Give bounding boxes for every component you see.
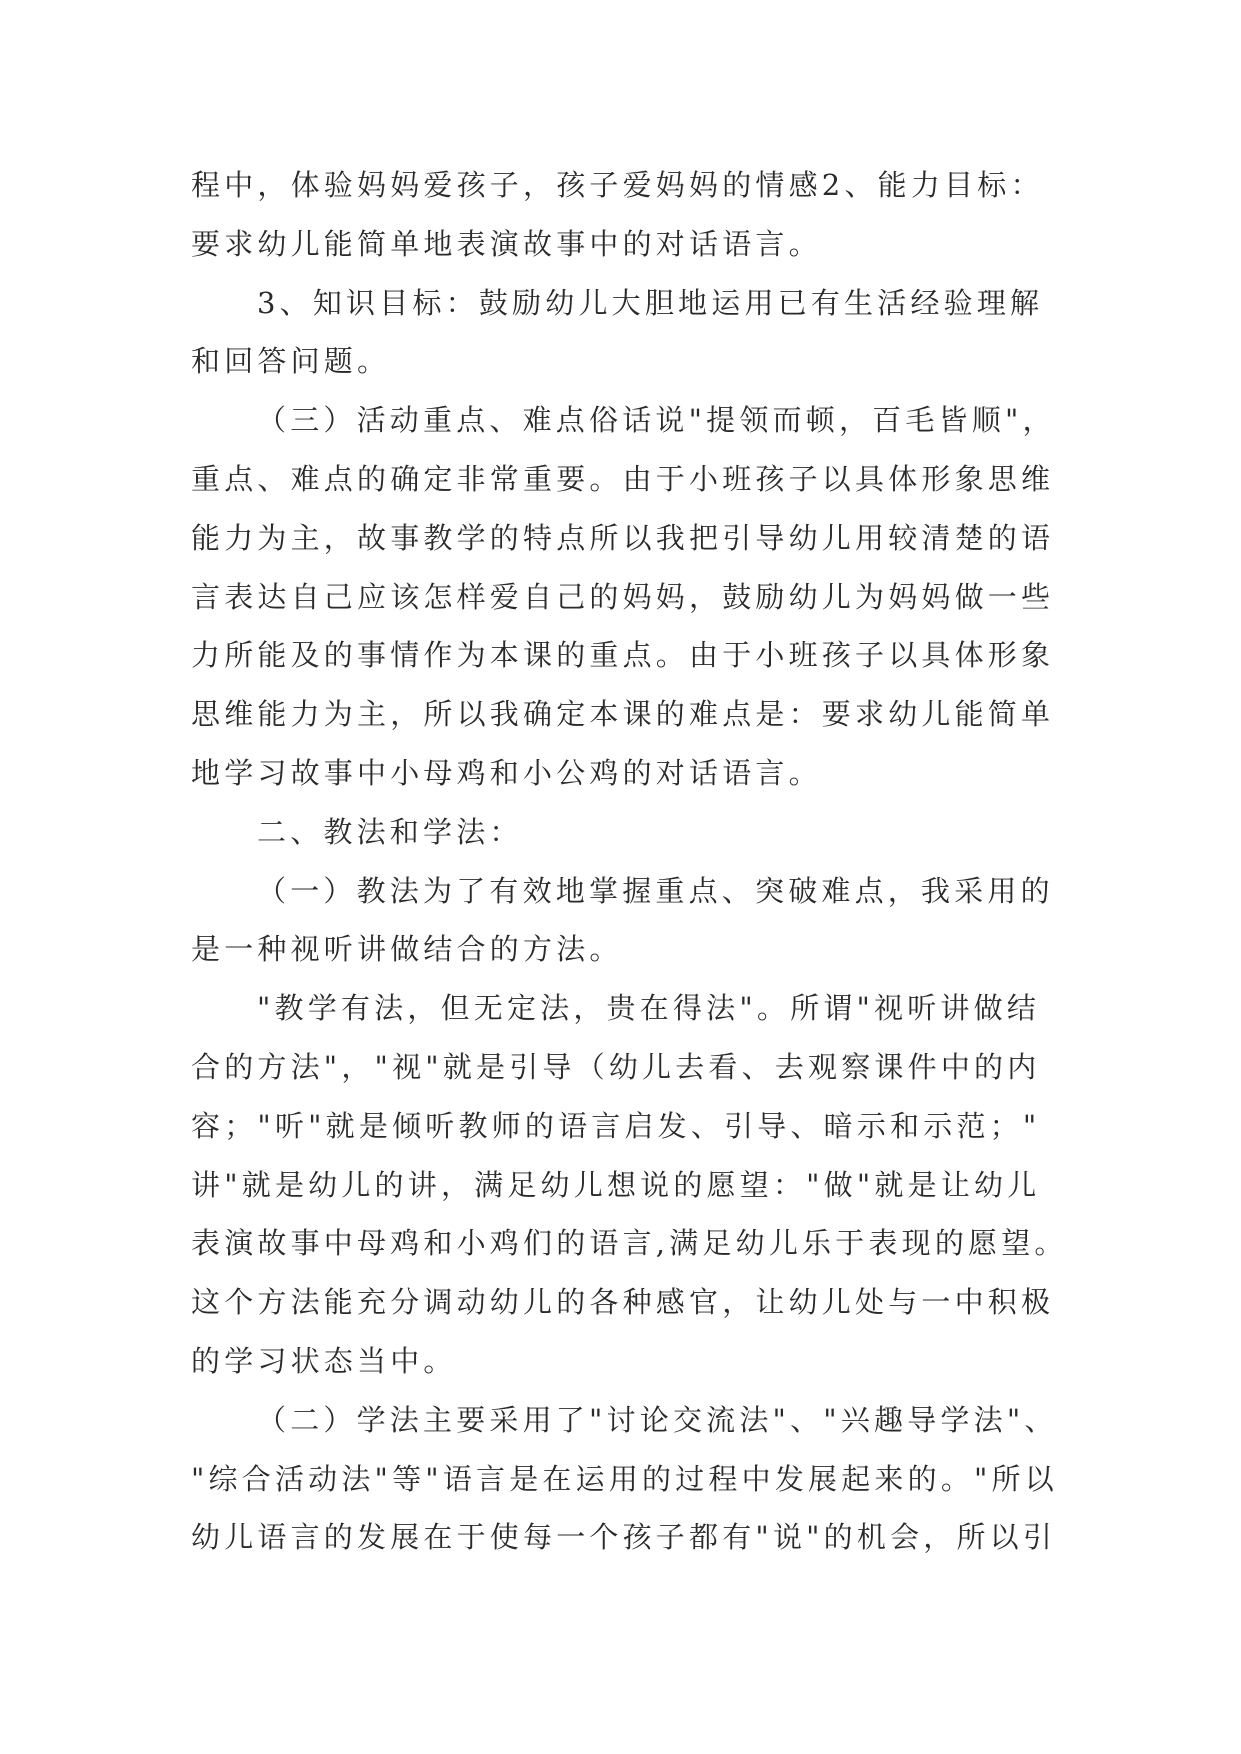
text-line: 这个方法能充分调动幼儿的各种感官，让幼儿处与一中积极: [191, 1285, 1055, 1320]
text-line: 容；"听"就是倾听教师的语言启发、引导、暗示和示范；": [191, 1108, 1041, 1143]
text-line: "综合活动法"等"语言是在运用的过程中发展起来的。"所以: [191, 1461, 1058, 1496]
text-line: 讲"就是幼儿的讲，满足幼儿想说的愿望："做"就是让幼儿: [191, 1167, 1041, 1202]
text-line: 力所能及的事情作为本课的重点。由于小班孩子以具体形象: [191, 638, 1055, 673]
text-line: 重点、难点的确定非常重要。由于小班孩子以具体形象思维: [191, 461, 1055, 496]
body-text: [191, 156, 1091, 1567]
section-heading: 二、教法和学法：: [257, 814, 523, 849]
text-line: 和回答问题。: [191, 344, 391, 379]
text-line: 要求幼儿能简单地表演故事中的对话语言。: [191, 226, 822, 261]
text-line: 地学习故事中小母鸡和小公鸡的对话语言。: [191, 755, 822, 790]
text-line: （三）活动重点、难点俗话说"提领而顿，百毛皆顺"，: [257, 403, 1056, 438]
text-line: （二）学法主要采用了"讨论交流法"、"兴趣导学法"、: [257, 1402, 1058, 1437]
text-line: 是一种视听讲做结合的方法。: [191, 932, 623, 967]
text-line: 表演故事中母鸡和小鸡们的语言,满足幼儿乐于表现的愿望。: [191, 1226, 1068, 1261]
text-line: 合的方法"，"视"就是引导（幼儿去看、去观察课件中的内: [191, 1049, 1041, 1084]
text-line: 程中，体验妈妈爱孩子，孩子爱妈妈的情感2、能力目标：: [191, 168, 1044, 202]
text-line: （一）教法为了有效地掌握重点、突破难点，我采用的: [257, 873, 1054, 908]
text-line: 能力为主，故事教学的特点所以我把引导幼儿用较清楚的语: [191, 520, 1055, 555]
text-line: 言表达自己应该怎样爱自己的妈妈，鼓励幼儿为妈妈做一些: [191, 579, 1055, 614]
text-line: "教学有法，但无定法，贵在得法"。所谓"视听讲做结: [257, 991, 1041, 1026]
text-line: 幼儿语言的发展在于使每一个孩子都有"说"的机会，所以引: [191, 1520, 1057, 1555]
text-line: 的学习状态当中。: [191, 1343, 457, 1378]
text-line: 思维能力为主，所以我确定本课的难点是：要求幼儿能简单: [191, 697, 1055, 732]
text-line: 3、知识目标：鼓励幼儿大胆地运用已有生活经验理解: [257, 285, 1044, 320]
